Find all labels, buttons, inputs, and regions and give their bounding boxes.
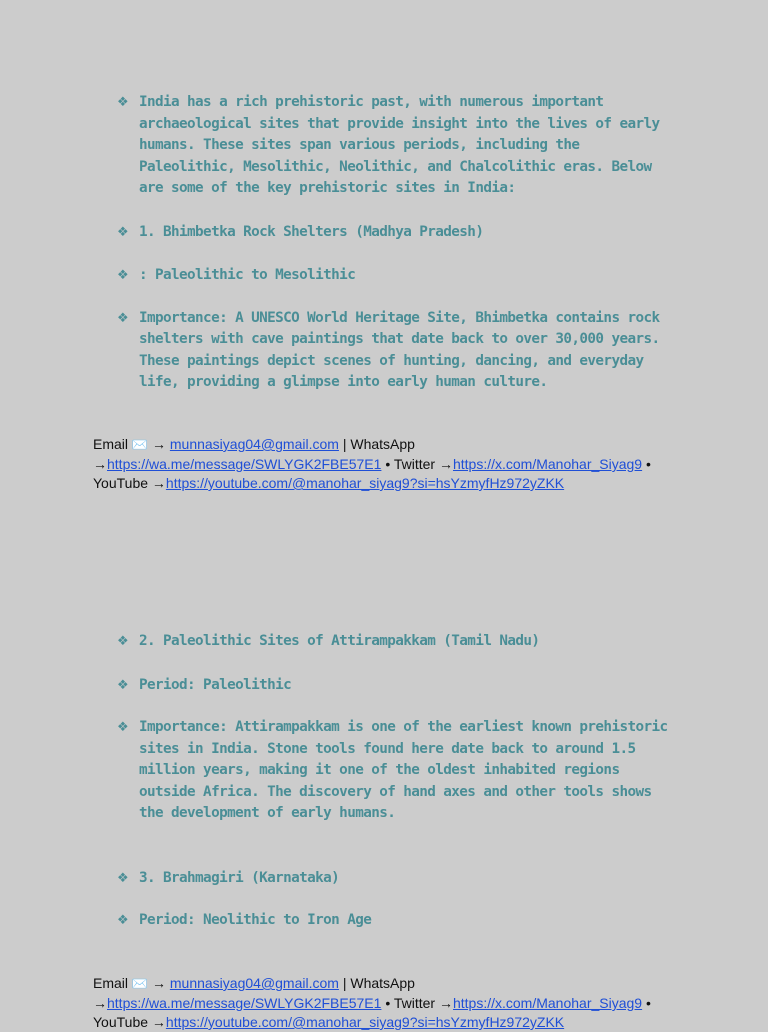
- bullet-period: [116, 265, 676, 287]
- email-label: Email: [93, 975, 129, 991]
- bullet-dot: •: [645, 995, 651, 1011]
- bullet-text: 2. Paleolithic Sites of Attirampakkam (Tamil Nadu): [139, 633, 540, 649]
- bullet-intro: [116, 92, 676, 200]
- bullet-diamond-icon: ❖: [117, 677, 129, 693]
- twitter-link[interactable]: https://x.com/Manohar_Siyag9: [452, 456, 643, 472]
- twitter-label: Twitter: [393, 456, 436, 472]
- email-link[interactable]: munnasiyag04@gmail.com: [169, 975, 339, 991]
- bullet-diamond-icon: ❖: [117, 310, 129, 326]
- envelope-icon: ✉️: [131, 438, 149, 453]
- twitter-label: Twitter: [393, 995, 436, 1011]
- arrow-icon: →: [93, 456, 107, 472]
- bullet-list-page-1: [116, 92, 676, 394]
- arrow-icon: →: [151, 975, 166, 991]
- envelope-icon: ✉️: [131, 977, 149, 992]
- arrow-icon: →: [151, 1014, 166, 1030]
- email-link[interactable]: munnasiyag04@gmail.com: [169, 436, 339, 452]
- arrow-icon: →: [151, 475, 166, 491]
- bullet-period: [116, 910, 676, 932]
- bullet-diamond-icon: ❖: [117, 913, 129, 928]
- twitter-link[interactable]: https://x.com/Manohar_Siyag9: [452, 995, 643, 1011]
- whatsapp-label: WhatsApp: [350, 436, 415, 452]
- arrow-icon: →: [438, 995, 453, 1011]
- bullet-site-heading: [116, 631, 676, 653]
- contact-footer: [93, 435, 673, 493]
- arrow-icon: →: [93, 995, 107, 1011]
- bullet-importance: [116, 308, 676, 394]
- whatsapp-link[interactable]: https://wa.me/message/SWLYGK2FBE57E1: [107, 995, 382, 1011]
- bullet-diamond-icon: ❖: [117, 870, 129, 886]
- bullet-text: Importance: A UNESCO World Heritage Site, Bhimbetka contains rock shelters with cave paintings that date back to over 30,000 years. These paintings depict scenes of hunting, dancing, and everyday life, providing a glimpse into early human culture.: [139, 309, 660, 390]
- bullet-period: [116, 675, 676, 697]
- bullet-diamond-icon: ❖: [117, 224, 129, 240]
- separator: |: [342, 436, 347, 452]
- bullet-dot: •: [385, 456, 391, 472]
- youtube-link[interactable]: https://youtube.com/@manohar_siyag9?si=hsYzmyfHz972yZKK: [165, 475, 565, 491]
- youtube-label: YouTube: [93, 475, 149, 491]
- bullet-list-page-2: [116, 631, 676, 932]
- separator: |: [342, 975, 347, 991]
- bullet-text: 3. Brahmagiri (Karnataka): [139, 869, 340, 886]
- bullet-text: : Paleolithic to Mesolithic: [139, 267, 356, 283]
- arrow-icon: →: [151, 436, 166, 452]
- youtube-label: YouTube: [93, 1014, 149, 1030]
- whatsapp-label: WhatsApp: [350, 975, 415, 991]
- bullet-site-heading: [116, 868, 676, 890]
- arrow-icon: →: [438, 456, 453, 472]
- bullet-text: Period: Paleolithic: [139, 676, 292, 693]
- bullet-text: Importance: Attirampakkam is one of the earliest known prehistoric sites in India. Stone tools found here date back to around 1.5 million years, making it one of the oldest inhabited regions outside Africa. The discovery of hand axes and other tools shows the development of early humans.: [139, 719, 668, 821]
- email-label: Email: [93, 436, 129, 452]
- bullet-importance: [116, 717, 676, 825]
- bullet-dot: •: [645, 456, 651, 472]
- bullet-site-heading: [116, 222, 676, 244]
- contact-footer: [93, 974, 673, 1032]
- bullet-text: India has a rich prehistoric past, with numerous important archaeological sites that provide insight into the lives of early humans. These sites span various periods, including the Paleolithic, Mesolithic, Neolithic, and Chalcolithic eras. Below are some of the key prehistoric sites in India:: [139, 94, 660, 196]
- bullet-text: Period: Neolithic to Iron Age: [139, 912, 372, 928]
- youtube-link[interactable]: https://youtube.com/@manohar_siyag9?si=hsYzmyfHz972yZKK: [165, 1014, 565, 1030]
- bullet-diamond-icon: ❖: [117, 95, 129, 110]
- whatsapp-link[interactable]: https://wa.me/message/SWLYGK2FBE57E1: [107, 456, 382, 472]
- bullet-diamond-icon: ❖: [117, 720, 129, 735]
- bullet-diamond-icon: ❖: [117, 268, 129, 283]
- bullet-dot: •: [385, 995, 391, 1011]
- bullet-diamond-icon: ❖: [117, 634, 129, 649]
- bullet-text: 1. Bhimbetka Rock Shelters (Madhya Pradesh): [139, 223, 484, 240]
